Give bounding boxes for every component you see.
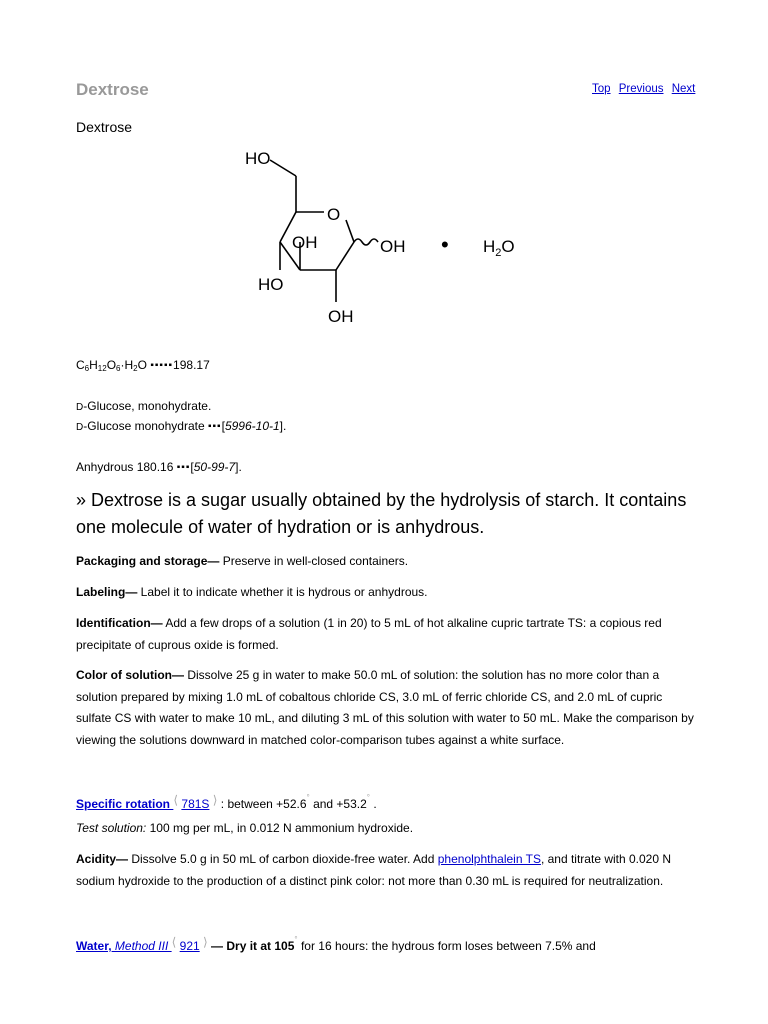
oh-bottom-label: OH [328, 307, 354, 326]
top-nav [592, 83, 695, 95]
ring-oxygen-label: O [327, 205, 341, 224]
oh-right-label: OH [380, 237, 406, 256]
water-link[interactable]: Water, Method III [76, 939, 172, 953]
nav-next-link[interactable]: Next [671, 83, 696, 95]
cas-number: 5996-10-1 [224, 419, 280, 433]
water-label: $H_2O$ [483, 237, 515, 259]
ref-781s-link[interactable]: 781S [181, 797, 210, 811]
definition-paragraph: » Dextrose is a sugar usually obtained by the hydrolysis of starch. It contains one molecule of water of hydration or is anhydrous. [76, 490, 687, 537]
nav-top-link[interactable]: Top [592, 83, 611, 95]
specific-rotation-link[interactable]: Specific rotation [76, 797, 174, 811]
chemical-name-2: D-Glucose monohydrate ▪▪▪[5996-10-1]. [76, 419, 287, 433]
identification-paragraph: Identification— Add a few drops of a solution (1 in 20) to 5 mL of hot alkaline cupric tartrate TS: a copious red precipitate of cuprous oxide is formed. [76, 616, 662, 652]
phenolphthalein-ts-link[interactable]: phenolphthalein TS [437, 852, 541, 866]
monograph-subtitle: Dextrose [76, 119, 133, 135]
labeling-paragraph: Labeling— Label it to indicate whether it is hydrous or anhydrous. [76, 585, 428, 599]
leader-dots: ▪▪▪▪▪ [150, 360, 174, 371]
bullet-separator: • [441, 232, 449, 257]
bond [336, 242, 354, 270]
anhydrous-line: Anhydrous 180.16 ▪▪▪[50-99-7]. [76, 460, 242, 474]
test-solution-label: Test solution: [76, 821, 147, 835]
ho-top-label: HO [245, 149, 271, 168]
test-solution-paragraph: Test solution: 100 mg per mL, in 0.012 N ammonium hydroxide. [76, 821, 414, 835]
acidity-heading: Acidity— [76, 852, 129, 866]
labeling-heading: Labeling— [76, 585, 138, 599]
color-of-solution-paragraph: Color of solution— Dissolve 25 g in water to make 50.0 mL of solution: the solution has no more color than a solution prepared by mixing 1.0 mL of cobaltous chloride CS, 3.0 mL of ferric chloride CS, and 2.0 mL of cupric sulfate CS with water to make 10 mL, and diluting 3 mL of this solution with water to 50 mL. Make the comparison by viewing the solutions downward in matched color-comparison tubes against a white surface. [76, 668, 694, 747]
bond [270, 160, 296, 176]
wavy-bond [354, 239, 378, 245]
molecular-weight: 198.17 [173, 358, 210, 372]
packaging-heading: Packaging and storage— [76, 554, 220, 568]
dextrose-structure-diagram [230, 140, 530, 335]
oh-inner-label: OH [292, 233, 318, 252]
ref-921-link[interactable]: 921 [179, 939, 200, 953]
color-of-solution-heading: Color of solution— [76, 668, 184, 682]
identification-heading: Identification— [76, 616, 163, 630]
specific-rotation-paragraph: Specific rotation ⟨ 781S ⟩ : between +52.6° and +53.2° . [76, 793, 377, 811]
cas-number-anhydrous: 50-99-7 [193, 460, 236, 474]
nav-previous-link[interactable]: Previous [618, 83, 664, 95]
molecular-formula: $C_6H_{12}O_6\cdot H_2O$ ▪▪▪▪▪198.17 [76, 355, 696, 377]
bond [346, 220, 354, 242]
acidity-paragraph: Acidity— Dissolve 5.0 g in 50 mL of carbon dioxide-free water. Add phenolphthalein TS, and titrate with 0.020 N sodium hydroxide to the production of a distinct pink color: not more than 0.30 mL is required for neutralization. [76, 852, 672, 888]
ho-left-label: HO [258, 275, 284, 294]
water-paragraph: Water, Method III ⟨ 921 ⟩ — Dry it at 105° for 16 hours: the hydrous form loses between 7.5% and [76, 935, 596, 953]
page-title: Dextrose [76, 80, 149, 99]
chemical-names [76, 397, 696, 437]
packaging-paragraph: Packaging and storage— Preserve in well-closed containers. [76, 554, 409, 568]
chemical-name-1: D-Glucose, monohydrate. [76, 399, 212, 413]
